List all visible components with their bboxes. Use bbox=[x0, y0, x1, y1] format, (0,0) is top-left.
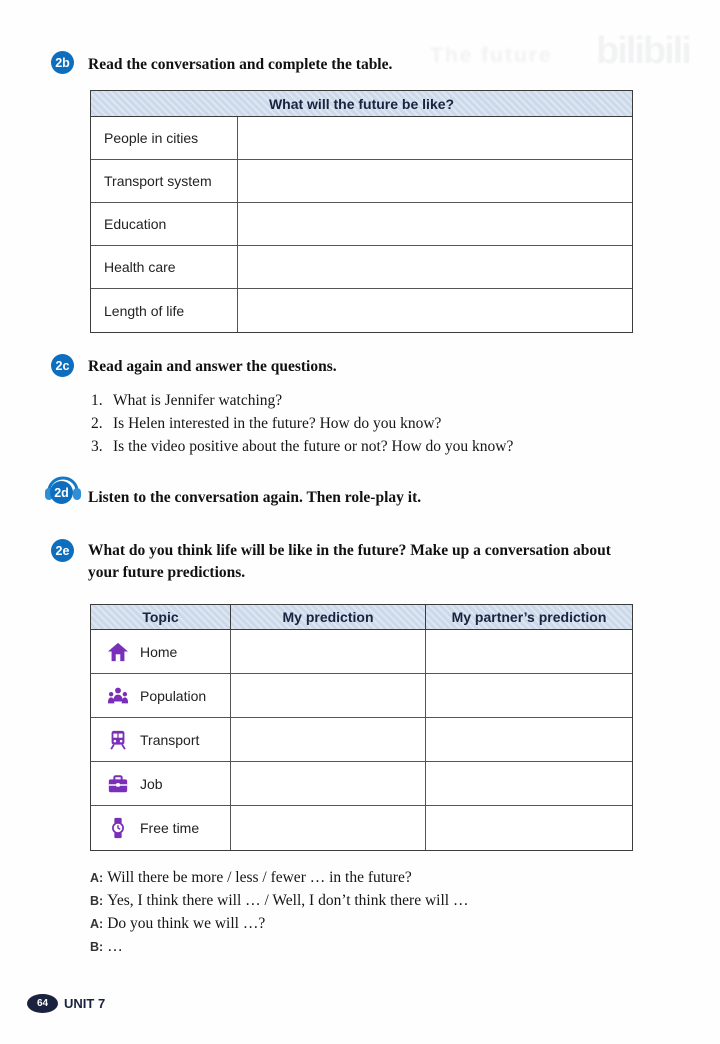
future-table bbox=[90, 90, 633, 333]
column-header-my-prediction: My prediction bbox=[231, 605, 426, 629]
answer-cell bbox=[238, 160, 632, 202]
partner-prediction-cell bbox=[426, 718, 632, 761]
topic-label: Free time bbox=[140, 820, 200, 836]
dialogue-text: Do you think we will …? bbox=[107, 915, 266, 932]
section-title-2b: Read the conversation and complete the table. bbox=[88, 56, 393, 73]
row-label: People in cities bbox=[91, 117, 238, 159]
table-row bbox=[91, 630, 632, 674]
predictions-table-header bbox=[91, 605, 632, 630]
table-row bbox=[91, 289, 632, 332]
free-time-icon bbox=[107, 817, 129, 839]
table-row bbox=[91, 160, 632, 203]
future-table-header: What will the future be like? bbox=[91, 91, 632, 117]
unit-label: UNIT 7 bbox=[64, 996, 106, 1011]
job-icon bbox=[107, 773, 129, 795]
partner-prediction-cell bbox=[426, 762, 632, 805]
speaker-label: A: bbox=[90, 917, 104, 931]
table-row bbox=[91, 246, 632, 289]
column-header-partner-prediction: My partner’s prediction bbox=[451, 609, 607, 625]
dialogue-line bbox=[90, 892, 468, 910]
answer-cell bbox=[238, 203, 632, 245]
answer-cell bbox=[238, 117, 632, 159]
my-prediction-cell bbox=[231, 762, 426, 805]
dialogue-text: Yes, I think there will … / Well, I don’t think there will … bbox=[107, 892, 469, 909]
row-label: Length of life bbox=[91, 289, 238, 332]
section-badge-2e: 2e bbox=[51, 539, 74, 562]
table-row bbox=[91, 117, 632, 160]
home-icon bbox=[107, 641, 129, 663]
table-row bbox=[91, 718, 632, 762]
section-badge-2d: 2d bbox=[50, 481, 73, 504]
topic-cell bbox=[91, 630, 231, 673]
topic-label: Population bbox=[140, 687, 207, 704]
answer-cell bbox=[238, 289, 632, 332]
question-item bbox=[91, 392, 282, 410]
speaker-label: A: bbox=[90, 871, 104, 885]
question-text: Is the video positive about the future or not? How do you know? bbox=[113, 438, 514, 455]
dialogue-text: Will there be more / less / fewer … in the future? bbox=[107, 869, 412, 886]
population-icon bbox=[107, 685, 129, 707]
row-label: Transport system bbox=[91, 160, 238, 202]
dialogue-line bbox=[90, 938, 123, 956]
row-label: Health care bbox=[91, 246, 238, 288]
speaker-label: B: bbox=[90, 940, 104, 954]
predictions-table bbox=[90, 604, 633, 851]
page-number-badge: 64 bbox=[27, 994, 58, 1013]
my-prediction-cell bbox=[231, 718, 426, 761]
topic-cell bbox=[91, 718, 231, 761]
my-prediction-cell bbox=[231, 806, 426, 850]
question-number: 3. bbox=[91, 438, 103, 455]
section-badge-2c: 2c bbox=[51, 354, 74, 377]
transport-icon bbox=[107, 729, 129, 751]
topic-label: Home bbox=[140, 643, 178, 660]
topic-cell bbox=[91, 674, 231, 717]
dialogue-text: … bbox=[107, 938, 123, 955]
partner-prediction-cell bbox=[426, 806, 632, 850]
section-title-2d: Listen to the conversation again. Then role-play it. bbox=[88, 489, 422, 506]
my-prediction-cell bbox=[231, 630, 426, 673]
question-number: 1. bbox=[91, 392, 103, 409]
section-badge-2b: 2b bbox=[51, 51, 74, 74]
bilibili-logo-watermark: bilibili bbox=[596, 30, 690, 72]
my-prediction-cell bbox=[231, 674, 426, 717]
topic-label: Transport bbox=[140, 731, 200, 748]
row-label: Education bbox=[91, 203, 238, 245]
table-row bbox=[91, 203, 632, 246]
section-title-2e: What do you think life will be like in the future? Make up a conversation about your future predictions. bbox=[88, 542, 611, 581]
column-header-topic: Topic bbox=[91, 605, 231, 629]
table-row bbox=[91, 674, 632, 718]
table-row bbox=[91, 762, 632, 806]
answer-cell bbox=[238, 246, 632, 288]
question-item bbox=[91, 438, 513, 456]
speaker-label: B: bbox=[90, 894, 104, 908]
video-watermark-caption: The future bbox=[430, 44, 553, 67]
partner-prediction-cell bbox=[426, 674, 632, 717]
topic-label: Job bbox=[140, 775, 163, 792]
question-item bbox=[91, 415, 441, 433]
topic-cell bbox=[91, 806, 231, 850]
dialogue-line bbox=[90, 915, 265, 933]
table-row bbox=[91, 806, 632, 850]
question-number: 2. bbox=[91, 415, 103, 432]
section-title-2c: Read again and answer the questions. bbox=[88, 358, 337, 375]
question-text: What is Jennifer watching? bbox=[113, 392, 283, 409]
partner-prediction-cell bbox=[426, 630, 632, 673]
dialogue-line bbox=[90, 869, 412, 887]
topic-cell bbox=[91, 762, 231, 805]
question-text: Is Helen interested in the future? How do you know? bbox=[113, 415, 442, 432]
